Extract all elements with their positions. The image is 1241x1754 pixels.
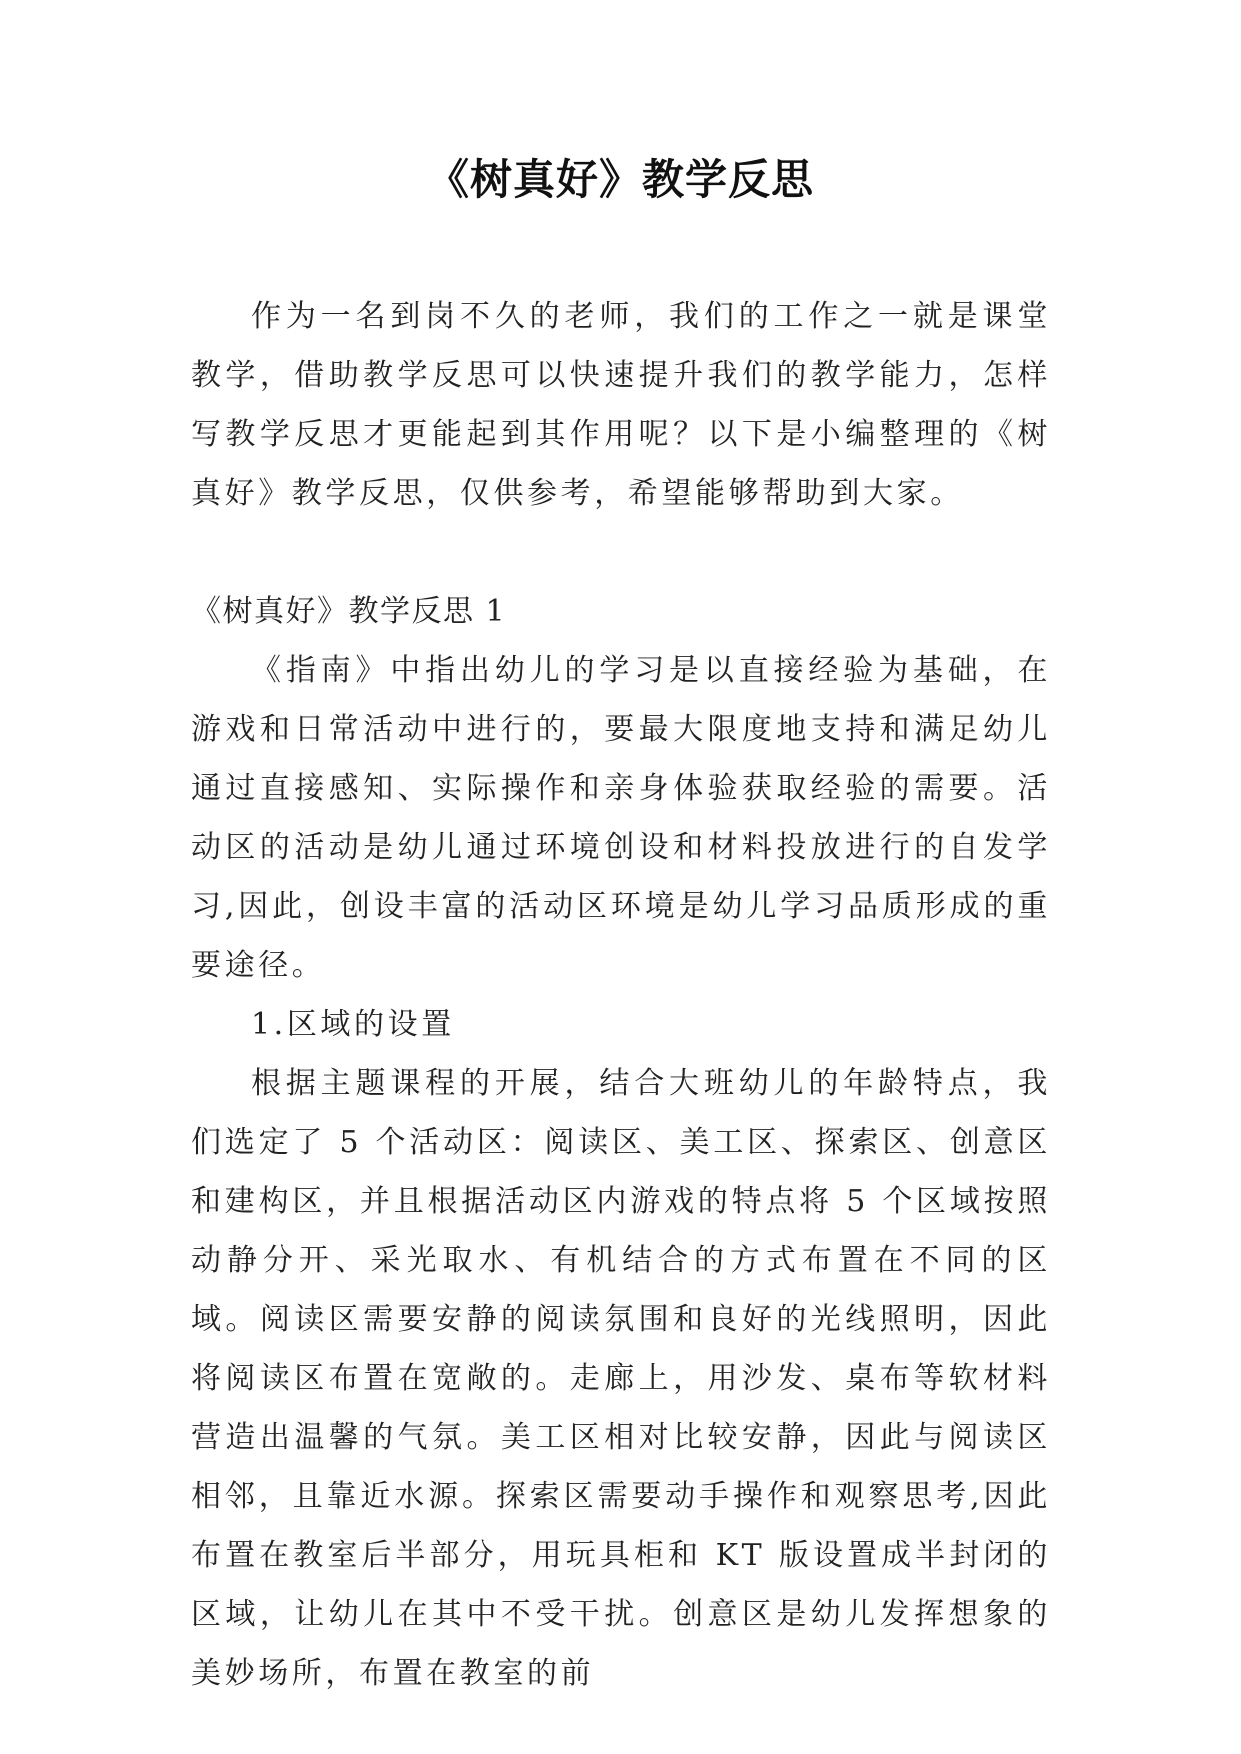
intro-paragraph: 作为一名到岗不久的老师，我们的工作之一就是课堂教学，借助教学反思可以快速提升我们的教学能力，怎样写教学反思才更能起到其作用呢？以下是小编整理的《树真好》教学反思，仅供参考，希望能够帮助到大家。 xyxy=(191,299,1051,511)
document-body xyxy=(191,287,1051,1703)
document-title: 《树真好》教学反思 xyxy=(426,155,814,204)
section-heading: 《树真好》教学反思 1 xyxy=(191,594,507,629)
sub-heading: 1.区域的设置 xyxy=(251,1007,455,1042)
body-paragraph: 《指南》中指出幼儿的学习是以直接经验为基础，在游戏和日常活动中进行的，要最大限度地支持和满足幼儿通过直接感知、实际操作和亲身体验获取经验的需要。活动区的活动是幼儿通过环境创设和材料投放进行的自发学习,因此，创设丰富的活动区环境是幼儿学习品质形成的重要途径。 xyxy=(191,653,1051,983)
body-paragraph: 根据主题课程的开展，结合大班幼儿的年龄特点，我们选定了 5 个活动区：阅读区、美工区、探索区、创意区和建构区，并且根据活动区内游戏的特点将 5 个区域按照动静分开、采光取水、有机结合的方式布置在不同的区域。阅读区需要安静的阅读氛围和良好的光线照明，因此将阅读区布置在宽敞的。走廊上，用沙发、桌布等软材料营造出温馨的气氛。美工区相对比较安静，因此与阅读区相邻，且靠近水源。探索区需要动手操作和观察思考,因此布置在教室后半部分，用玩具柜和 KT 版设置成半封闭的区域，让幼儿在其中不受干扰。创意区是幼儿发挥想象的美妙场所，布置在教室的前 xyxy=(191,1066,1051,1691)
